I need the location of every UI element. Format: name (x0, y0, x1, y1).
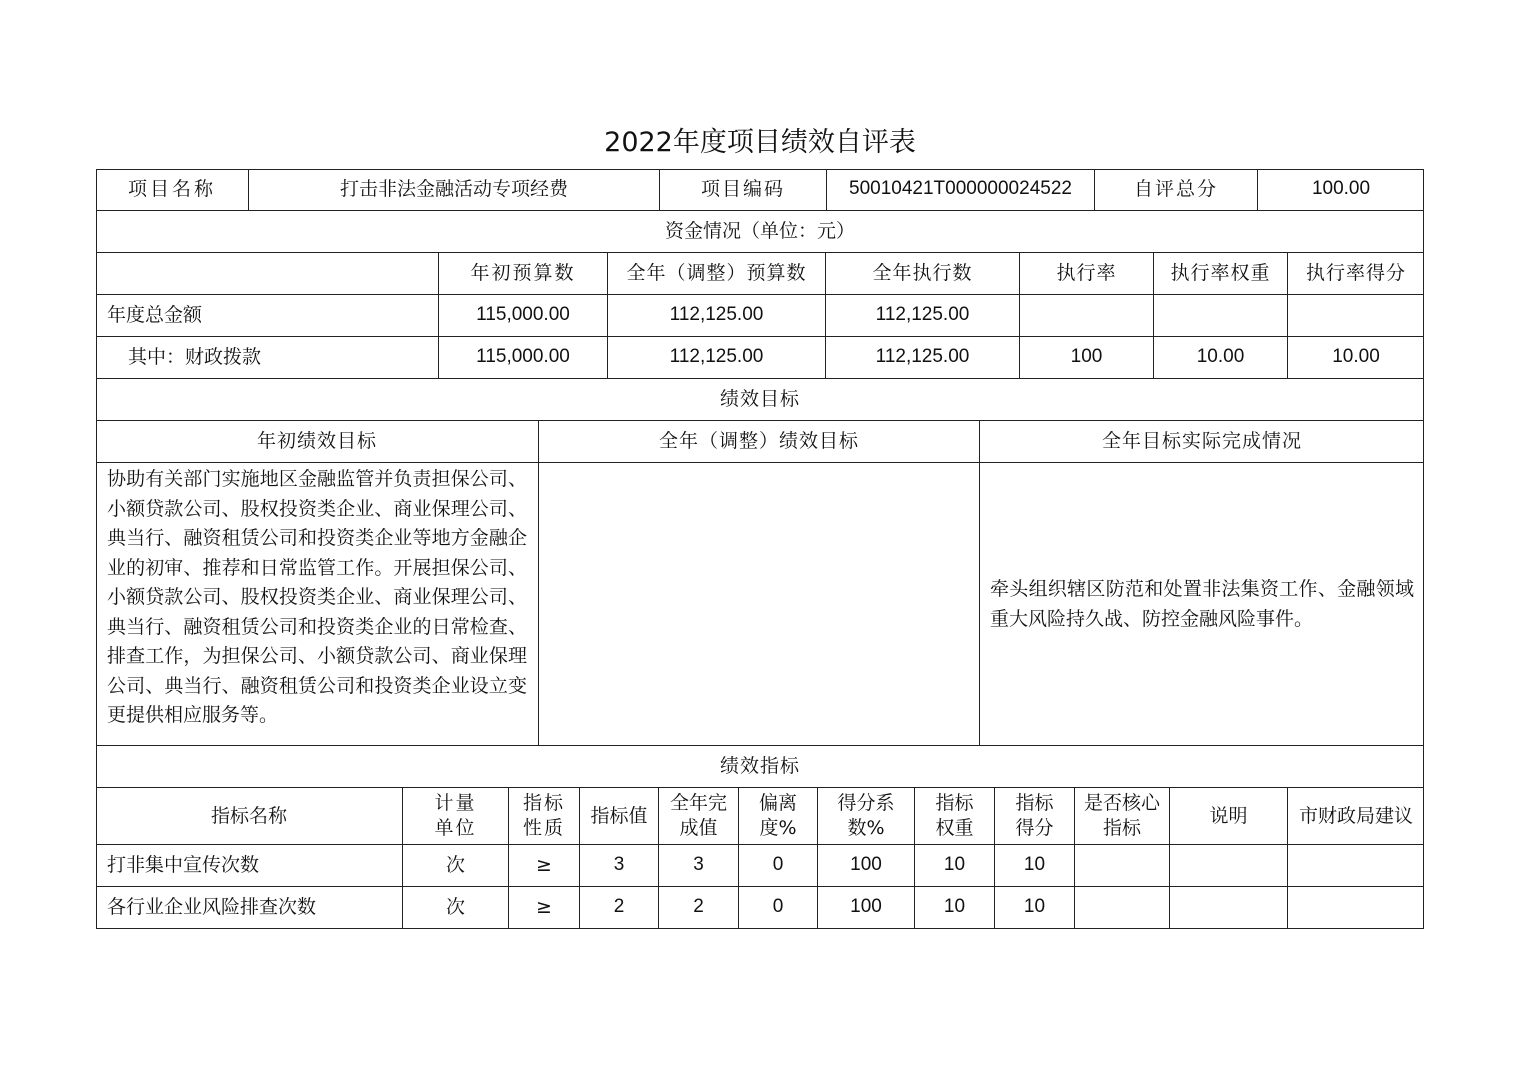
ind-col-score: 指标得分 (995, 788, 1075, 845)
funds-col-weight: 执行率权重 (1154, 253, 1288, 295)
ind-cell: 打非集中宣传次数 (96, 845, 403, 887)
ind-col-coefficient: 得分系数% (818, 788, 915, 845)
funds-col-executed: 全年执行数 (826, 253, 1020, 295)
ind-cell: 3 (659, 845, 739, 887)
ind-cell: 2 (580, 887, 659, 929)
funds-col-rate: 执行率 (1020, 253, 1154, 295)
goals-col-adjusted: 全年（调整）绩效目标 (539, 421, 980, 463)
funds-cell: 112,125.00 (608, 295, 826, 337)
funds-section-row (96, 211, 1424, 253)
goals-section-row (96, 379, 1424, 421)
ind-cell (1170, 845, 1288, 887)
ind-cell (1075, 845, 1170, 887)
ind-cell: 10 (915, 887, 995, 929)
ind-cell: 0 (739, 845, 818, 887)
funds-col-adjusted-budget: 全年（调整）预算数 (608, 253, 826, 295)
ind-col-note: 说明 (1170, 788, 1288, 845)
funds-cell: 112,125.00 (826, 337, 1020, 379)
ind-cell: 100 (818, 887, 915, 929)
ind-col-nature: 指标性质 (509, 788, 580, 845)
funds-cell (1154, 295, 1288, 337)
page-title: 2022年度项目绩效自评表 (604, 127, 916, 158)
goals-header-row (96, 421, 1424, 463)
ind-col-weight: 指标权重 (915, 788, 995, 845)
funds-row-label: 年度总金额 (96, 295, 439, 337)
funds-row-total (96, 295, 1424, 337)
funds-col-initial-budget: 年初预算数 (439, 253, 608, 295)
ind-cell (1288, 845, 1424, 887)
funds-cell: 115,000.00 (439, 337, 608, 379)
ind-cell: 100 (818, 845, 915, 887)
score-label: 自评总分 (1095, 169, 1258, 211)
goals-adjusted-cell (539, 463, 980, 746)
funds-col-score: 执行率得分 (1288, 253, 1424, 295)
funds-cell: 100 (1020, 337, 1154, 379)
funds-cell: 10.00 (1154, 337, 1288, 379)
ind-col-unit: 计量单位 (403, 788, 509, 845)
indicator-row (96, 845, 1424, 887)
project-code-label: 项目编码 (660, 169, 827, 211)
ind-cell: 10 (995, 845, 1075, 887)
goals-initial-text: 协助有关部门实施地区金融监管并负责担保公司、小额贷款公司、股权投资类企业、商业保理公司、典当行、融资租赁公司和投资类企业等地方金融企业的初审、推荐和日常监管工作。开展担保公司、小额贷款公司、股权投资类企业、商业保理公司、典当行、融资租赁公司和投资类企业的日常检查、排查工作，为担保公司、小额贷款公司、商业保理公司、典当行、融资租赁公司和投资类企业设立变更提供相应服务等。 (107, 468, 527, 726)
goals-section-title: 绩效目标 (96, 379, 1424, 421)
ind-cell: 各行业企业风险排查次数 (96, 887, 403, 929)
ind-cell (1288, 887, 1424, 929)
ind-cell: 次 (403, 845, 509, 887)
goals-col-actual: 全年目标实际完成情况 (980, 421, 1424, 463)
ind-cell: ≥ (509, 845, 580, 887)
funds-cell: 10.00 (1288, 337, 1424, 379)
ind-cell (1170, 887, 1288, 929)
ind-col-value: 指标值 (580, 788, 659, 845)
goals-col-initial: 年初绩效目标 (96, 421, 539, 463)
score-value: 100.00 (1258, 169, 1424, 211)
funds-row-fiscal (96, 337, 1424, 379)
ind-cell: 次 (403, 887, 509, 929)
ind-cell: 10 (915, 845, 995, 887)
funds-header-row (96, 253, 1424, 295)
indicators-header-row (96, 788, 1424, 845)
project-name-label: 项目名称 (96, 169, 249, 211)
ind-col-name: 指标名称 (96, 788, 403, 845)
funds-cell: 115,000.00 (439, 295, 608, 337)
ind-col-suggestion: 市财政局建议 (1288, 788, 1424, 845)
ind-cell: 3 (580, 845, 659, 887)
funds-row-label: 其中：财政拨款 (96, 337, 439, 379)
funds-cell (1288, 295, 1424, 337)
ind-cell: 0 (739, 887, 818, 929)
ind-cell: 2 (659, 887, 739, 929)
ind-col-core: 是否核心指标 (1075, 788, 1170, 845)
ind-col-completed: 全年完成值 (659, 788, 739, 845)
indicators-section-title: 绩效指标 (96, 746, 1424, 788)
funds-section-title: 资金情况（单位：元） (96, 211, 1424, 253)
funds-cell: 112,125.00 (608, 337, 826, 379)
project-name-value: 打击非法金融活动专项经费 (249, 169, 660, 211)
ind-cell: 10 (995, 887, 1075, 929)
funds-cell: 112,125.00 (826, 295, 1020, 337)
indicators-section-row (96, 746, 1424, 788)
indicator-row (96, 887, 1424, 929)
funds-cell (1020, 295, 1154, 337)
goals-actual-text: 牵头组织辖区防范和处置非法集资工作、金融领域重大风险持久战、防控金融风险事件。 (990, 578, 1414, 630)
goals-content-row (96, 463, 1424, 746)
project-code-value: 50010421T000000024522 (827, 169, 1095, 211)
project-header-row (96, 169, 1424, 211)
ind-cell: ≥ (509, 887, 580, 929)
funds-col-blank (96, 253, 439, 295)
ind-cell (1075, 887, 1170, 929)
ind-col-deviation: 偏离度% (739, 788, 818, 845)
